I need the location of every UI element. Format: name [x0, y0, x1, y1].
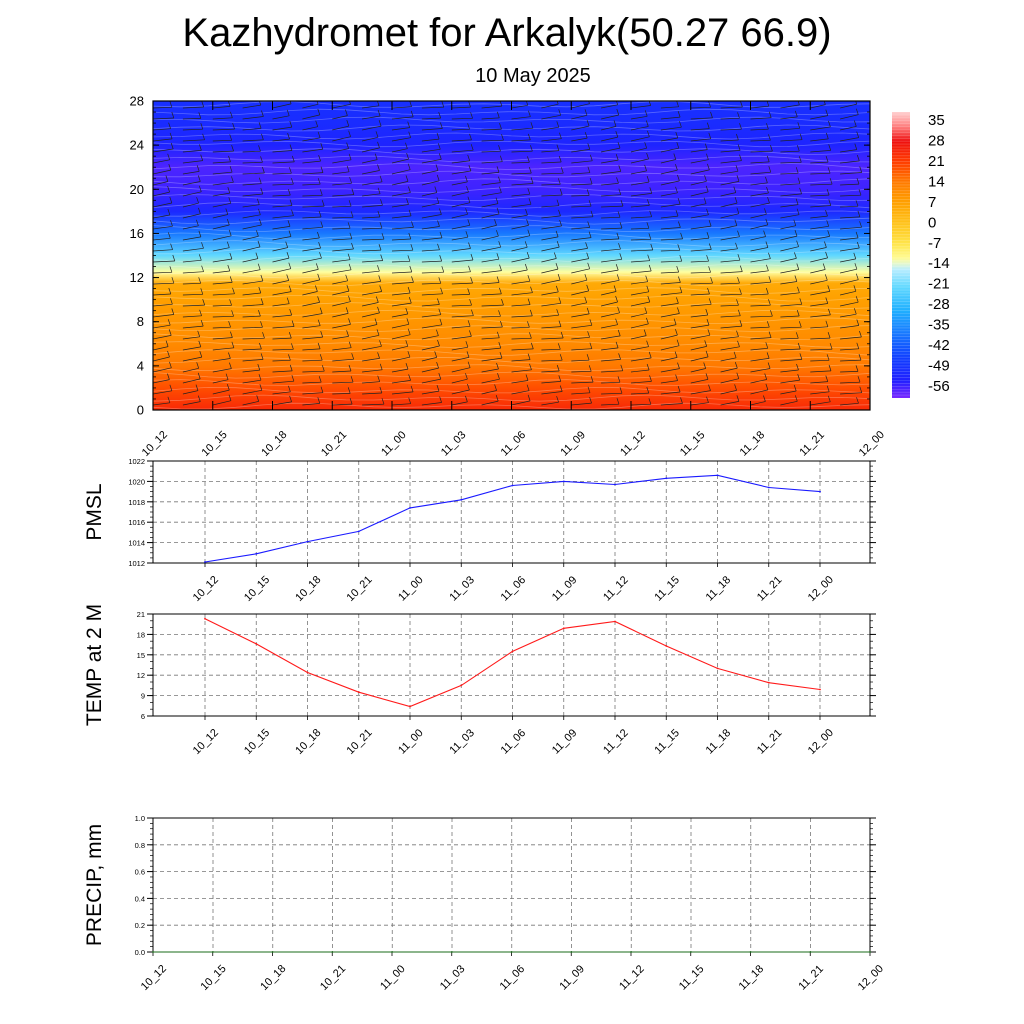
- wind-barb-flag: [889, 233, 891, 239]
- wind-barb: [870, 160, 890, 163]
- x-tick-label: 12_00: [855, 962, 886, 993]
- heatmap-y-tick-label: 12: [129, 270, 144, 286]
- heatmap-x-tick-label: 11_06: [498, 429, 529, 459]
- series-point: [358, 691, 360, 693]
- heatmap-x-tick-label: 11_18: [737, 429, 768, 459]
- series-point: [563, 481, 565, 483]
- colorbar-label: 7: [928, 193, 937, 211]
- heatmap-x-tick-label: 11_09: [558, 429, 588, 459]
- x-tick-label: 11_03: [437, 963, 468, 993]
- series-point: [391, 951, 393, 953]
- wind-barb-flag: [885, 120, 887, 126]
- x-tick-label: 11_09: [549, 727, 580, 757]
- x-tick-label: 11_21: [796, 963, 826, 993]
- y-tick-label: 6: [140, 712, 145, 721]
- wind-barb: [870, 302, 885, 306]
- series-point: [409, 706, 411, 708]
- wind-barb: [870, 138, 885, 142]
- wind-barb-flag: [888, 154, 890, 160]
- heatmap-y-tick-label: 24: [129, 137, 144, 153]
- series-point: [750, 951, 752, 953]
- y-tick-label: 0.6: [134, 867, 145, 877]
- colorbar-labels: [928, 112, 950, 395]
- series-point: [563, 627, 565, 629]
- wind-barb: [870, 270, 890, 273]
- temp-2m-panel: [83, 604, 876, 757]
- colorbar-label: -35: [928, 316, 950, 334]
- heatmap-y-tick-label: 28: [129, 93, 144, 109]
- series-point: [212, 951, 214, 953]
- x-tick-label: 11_18: [703, 727, 734, 757]
- heatmap-x-tick-label: 11_03: [438, 429, 469, 459]
- x-tick-label: 10_15: [242, 726, 273, 757]
- x-tick-label: 10_18: [293, 726, 324, 757]
- x-tick-label: 11_06: [498, 727, 529, 757]
- wind-barb-flag: [886, 166, 888, 172]
- precip-panel: [83, 814, 886, 993]
- series-point: [409, 507, 411, 509]
- x-tick-label: 10_21: [344, 726, 375, 757]
- wind-barb: [870, 313, 887, 317]
- x-tick-label: 11_09: [557, 963, 587, 993]
- series-point: [460, 685, 462, 687]
- heatmap-x-tick-label: 11_00: [379, 429, 409, 459]
- y-tick-label: 0.0: [134, 948, 145, 957]
- temperature-cross-section-panel: [130, 94, 892, 459]
- series-point: [614, 621, 616, 623]
- wind-barb: [870, 148, 887, 152]
- x-tick-label: 12_00: [805, 573, 836, 604]
- wind-barb: [870, 126, 887, 130]
- y-tick-label: 0.4: [134, 894, 145, 904]
- wind-barb-flag: [884, 275, 886, 281]
- series-point: [819, 491, 821, 493]
- colorbar-label: -7: [928, 234, 942, 252]
- series-point: [809, 951, 811, 953]
- x-tick-label: 10_18: [258, 962, 289, 993]
- series-point: [331, 951, 333, 953]
- series-point: [272, 951, 274, 953]
- x-tick-label: 11_15: [652, 574, 682, 604]
- heatmap-y-tick-label: 4: [136, 358, 144, 374]
- x-tick-label: 11_03: [447, 727, 477, 757]
- series-point: [768, 682, 770, 684]
- x-tick-label: 12_00: [805, 726, 836, 757]
- colorbar-label: -49: [928, 357, 950, 375]
- temperature-field: [153, 101, 870, 410]
- colorbar-label: -14: [928, 255, 950, 273]
- series-point: [255, 553, 257, 555]
- y-tick-label: 1.0: [134, 814, 145, 823]
- y-tick-label: 1014: [128, 538, 145, 548]
- x-tick-label: 10_18: [293, 573, 324, 604]
- y-tick-label: 1020: [128, 477, 145, 487]
- chart-title: Kazhydromet for Arkalyk(50.27 66.9): [182, 11, 832, 55]
- wind-barb: [870, 336, 887, 339]
- wind-barb: [870, 404, 891, 405]
- x-tick-label: 11_12: [601, 727, 631, 757]
- series-point: [614, 484, 616, 486]
- series-point: [307, 672, 309, 674]
- wind-barb-flag: [890, 376, 892, 382]
- y-tick-label: 1012: [128, 559, 145, 568]
- wind-barb-flag: [888, 177, 890, 183]
- colorbar-label: -56: [928, 378, 950, 395]
- wind-barb-flag: [890, 211, 892, 217]
- y-tick-label: 1018: [128, 497, 145, 507]
- heatmap-x-tick-label: 11_12: [618, 429, 648, 459]
- heatmap-y-tick-label: 20: [129, 181, 144, 197]
- series-point: [358, 531, 360, 533]
- x-tick-label: 11_00: [396, 574, 426, 604]
- series-point: [768, 487, 770, 489]
- wind-barb: [870, 348, 890, 350]
- y-tick-label: 0.2: [134, 921, 145, 931]
- temperature-colorbar: [892, 112, 950, 398]
- wind-barb-flag: [886, 354, 888, 360]
- series-point: [665, 645, 667, 647]
- heatmap-x-tick-label: 10_18: [259, 428, 290, 459]
- colorbar-label: 28: [928, 132, 945, 150]
- x-tick-label: 11_21: [754, 574, 785, 604]
- wind-barb-flag: [887, 98, 889, 104]
- wind-barb-flag: [887, 387, 889, 393]
- wind-barb-flag: [887, 318, 889, 324]
- wind-barb: [870, 382, 892, 383]
- y-tick-label: 18: [136, 630, 145, 640]
- wind-barb: [870, 249, 887, 251]
- x-tick-label: 11_12: [617, 963, 647, 993]
- heatmap-y-tick-label: 0: [136, 402, 144, 418]
- colorbar-label: 0: [928, 214, 937, 232]
- series-point: [512, 651, 514, 653]
- heatmap-y-tick-label: 8: [136, 314, 144, 330]
- x-tick-label: 11_18: [703, 574, 734, 604]
- wind-barb-flag: [886, 189, 888, 195]
- series-point: [307, 541, 309, 543]
- series-point: [690, 951, 692, 953]
- wind-barb: [870, 239, 891, 240]
- series-point: [665, 477, 667, 479]
- x-tick-label: 10_21: [344, 573, 375, 604]
- colorbar-label: -28: [928, 296, 950, 314]
- wind-barb-flag: [889, 398, 891, 404]
- x-tick-label: 11_21: [754, 727, 785, 757]
- y-tick-label: 1016: [128, 518, 145, 528]
- wind-barb-flag: [883, 296, 885, 302]
- y-tick-label: 15: [136, 650, 145, 660]
- colorbar-label: 21: [928, 152, 945, 170]
- wind-barb: [870, 281, 886, 284]
- wind-barb-flag: [888, 342, 890, 348]
- series-point: [512, 485, 514, 487]
- wind-barb: [870, 360, 888, 362]
- wind-barb: [870, 206, 890, 207]
- wind-barb-flag: [888, 200, 890, 206]
- x-tick-label: 11_15: [676, 963, 707, 993]
- wind-barb: [870, 115, 886, 119]
- colorbar-label: 35: [928, 112, 945, 129]
- heatmap-x-tick-label: 10_15: [199, 428, 230, 459]
- x-tick-label: 10_12: [190, 726, 221, 757]
- x-tick-label: 11_12: [601, 574, 631, 604]
- colorbar-label: -21: [928, 275, 950, 293]
- x-tick-label: 11_00: [378, 963, 408, 993]
- wind-barb: [870, 260, 889, 262]
- x-tick-label: 11_09: [549, 574, 580, 604]
- x-tick-label: 10_12: [138, 962, 169, 993]
- colorbar-label: 14: [928, 173, 945, 191]
- y-tick-label: 12: [136, 671, 145, 681]
- wind-barb: [870, 195, 888, 196]
- x-tick-label: 10_21: [318, 962, 349, 993]
- wind-barb: [870, 183, 890, 185]
- series-point: [717, 474, 719, 476]
- x-tick-label: 11_18: [736, 963, 767, 993]
- wind-barb: [870, 228, 889, 229]
- wind-barb-flag: [887, 222, 889, 228]
- pmsl-panel: [83, 457, 876, 604]
- series-point: [204, 561, 206, 563]
- plot-frame: [153, 614, 870, 716]
- series-point: [630, 951, 632, 953]
- heatmap-y-tick-label: 16: [129, 225, 144, 241]
- wind-barb: [870, 172, 888, 174]
- heatmap-x-tick-label: 11_21: [797, 429, 827, 459]
- y-tick-label: 1022: [128, 457, 145, 466]
- wind-barb: [870, 371, 890, 372]
- x-tick-label: 11_00: [396, 727, 426, 757]
- heatmap-x-tick-label: 10_21: [319, 428, 350, 459]
- wind-barb-flag: [888, 264, 890, 270]
- x-tick-label: 10_12: [190, 573, 221, 604]
- wind-barb: [870, 104, 889, 108]
- wind-barb: [870, 291, 888, 295]
- wind-barb-flag: [885, 243, 887, 249]
- wind-barb-flag: [885, 307, 887, 313]
- series-point: [511, 951, 513, 953]
- y-tick-label: 21: [136, 610, 145, 619]
- series-point: [152, 951, 154, 953]
- chart-subtitle: 10 May 2025: [475, 65, 591, 87]
- wind-barb-flag: [887, 254, 889, 260]
- series-point: [570, 951, 572, 953]
- series-point: [869, 951, 871, 953]
- series-point: [717, 668, 719, 670]
- wind-barb-flag: [885, 142, 887, 148]
- x-tick-label: 11_03: [447, 574, 477, 604]
- heatmap-x-tick-label: 11_15: [677, 429, 708, 459]
- x-tick-label: 10_15: [198, 962, 229, 993]
- y-axis-label: PRECIP, mm: [83, 823, 106, 947]
- wind-barb-flag: [885, 330, 887, 336]
- wind-barb: [870, 324, 889, 328]
- x-tick-label: 11_06: [498, 574, 529, 604]
- wind-barb: [870, 217, 892, 218]
- wind-barb: [870, 393, 889, 394]
- series-point: [255, 643, 257, 645]
- y-tick-label: 0.8: [134, 840, 145, 850]
- series-point: [451, 951, 453, 953]
- y-tick-label: 9: [140, 691, 145, 701]
- wind-barb-flag: [883, 132, 885, 138]
- series-point: [819, 689, 821, 691]
- y-axis-label: TEMP at 2 M: [83, 603, 106, 727]
- series-point: [460, 499, 462, 501]
- heatmap-x-tick-label: 12_00: [856, 428, 887, 459]
- x-tick-label: 11_15: [652, 727, 682, 757]
- x-tick-label: 10_15: [242, 573, 273, 604]
- wind-barb-flag: [888, 365, 890, 371]
- y-axis-label: PMSL: [83, 483, 106, 541]
- wind-barb-flag: [886, 285, 888, 291]
- series-point: [204, 618, 206, 620]
- wind-barb-flag: [884, 109, 886, 115]
- plot-frame: [153, 461, 870, 563]
- x-tick-label: 11_06: [497, 963, 528, 993]
- heatmap-x-tick-label: 10_12: [139, 428, 170, 459]
- colorbar-label: -42: [928, 337, 950, 355]
